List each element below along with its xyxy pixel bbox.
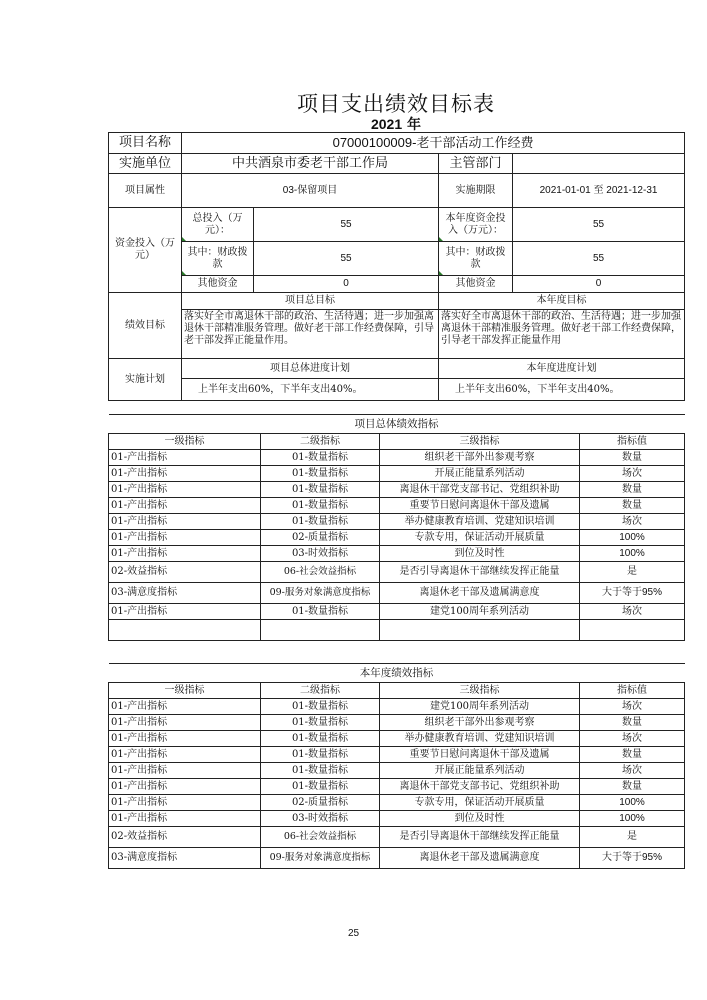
value-cell: 数量 [580,498,685,514]
other-label: 其他资金 [182,276,254,293]
level2-cell: 06-社会效益指标 [261,827,380,848]
level3-cell: 是否引导离退休干部继续发挥正能量 [380,827,580,848]
year-fiscal-label: 其中：财政拨款 [439,242,513,276]
table-title: 项目支出绩效目标表 [297,92,495,116]
fiscal-value: 55 [254,242,439,276]
other-value: 0 [254,276,439,293]
level2-cell: 03-时效指标 [261,546,380,562]
table-row [109,731,685,747]
fiscal-label: 其中：财政拨款 [182,242,254,276]
total-label: 总投入（万元）： [182,208,254,242]
total-indicators-table [108,414,685,641]
level3-cell: 离退休干部党支部书记、党组织补助 [380,779,580,795]
level3-cell: 是否引导离退休干部继续发挥正能量 [380,562,580,583]
table-row [109,715,685,731]
goal-total-text: 落实好全市离退休干部的政治、生活待遇；进一步加强离退休干部精准服务管理。做好老干部工作经费保障，引导老干部发挥正能量作用。 [182,310,439,359]
level3-cell: 开展正能量系列活动 [380,763,580,779]
year-other-label: 其他资金 [439,276,513,293]
level1-cell: 01-产出指标 [109,811,261,827]
level3-cell: 离退休老干部及遗属满意度 [380,583,580,604]
total-value: 55 [254,208,439,242]
project-info-table [108,132,685,401]
level1-cell: 01-产出指标 [109,715,261,731]
year-total-label: 本年度资金投入（万元）： [439,208,513,242]
table-row [109,848,685,869]
header-level1: 一级指标 [109,683,261,699]
level2-cell: 03-时效指标 [261,811,380,827]
level3-cell: 重要节日慰问离退休干部及遗属 [380,498,580,514]
table-row [109,498,685,514]
value-cell: 100% [580,530,685,546]
level1-cell: 01-产出指标 [109,795,261,811]
table-row [109,583,685,604]
dept-value [513,154,685,174]
plan-label: 实施计划 [109,359,182,401]
year-total-value: 55 [513,208,685,242]
level2-cell: 01-数量指标 [261,466,380,482]
value-cell: 场次 [580,763,685,779]
level2-cell: 01-数量指标 [261,482,380,498]
table-row [109,450,685,466]
year-indicators-table [108,663,685,869]
table-row [109,699,685,715]
goal-label: 绩效目标 [109,293,182,359]
value-cell: 场次 [580,514,685,530]
table-row [109,763,685,779]
header-level3: 三级指标 [380,683,580,699]
value-cell: 是 [580,562,685,583]
level3-cell: 重要节日慰问离退休干部及遗属 [380,747,580,763]
level1-cell: 01-产出指标 [109,747,261,763]
level3-cell: 到位及时性 [380,546,580,562]
level1-cell: 01-产出指标 [109,604,261,620]
level3-cell: 建党100周年系列活动 [380,699,580,715]
level2-cell: 06-社会效益指标 [261,562,380,583]
level3-cell: 组织老干部外出参观考察 [380,715,580,731]
level2-cell: 01-数量指标 [261,731,380,747]
table-row [109,482,685,498]
header-level2: 二级指标 [261,683,380,699]
year-heading [109,116,683,132]
value-cell: 大于等于95% [580,848,685,869]
value-cell: 100% [580,795,685,811]
level3-cell: 举办健康教育培训、党建知识培训 [380,731,580,747]
value-cell: 数量 [580,779,685,795]
level3-cell: 到位及时性 [380,811,580,827]
value-cell: 数量 [580,450,685,466]
period-label: 实施期限 [439,174,513,208]
blank-row [109,620,685,641]
header-value: 指标值 [580,683,685,699]
table-row [109,546,685,562]
plan-total-head: 项目总体进度计划 [182,359,439,379]
level1-cell: 01-产出指标 [109,514,261,530]
value-cell: 100% [580,811,685,827]
plan-year-head: 本年度进度计划 [439,359,685,379]
level1-cell: 01-产出指标 [109,699,261,715]
level1-cell: 01-产出指标 [109,482,261,498]
year-indicators-caption: 本年度绩效指标 [109,664,685,683]
total-indicators-caption: 项目总体绩效指标 [109,415,685,434]
plan-total-text: 上半年支出60%，下半年支出40%。 [182,379,439,401]
goal-year-head: 本年度目标 [439,293,685,310]
page-number: 25 [347,928,360,939]
table-row [109,562,685,583]
value-cell: 场次 [580,466,685,482]
level1-cell: 01-产出指标 [109,450,261,466]
table-row [109,827,685,848]
level1-cell: 03-满意度指标 [109,848,261,869]
level1-cell: 03-满意度指标 [109,583,261,604]
value-cell: 是 [580,827,685,848]
period-value: 2021-01-01 至 2021-12-31 [513,174,685,208]
year-other-value: 0 [513,276,685,293]
value-cell: 场次 [580,604,685,620]
value-cell: 100% [580,546,685,562]
value-cell: 场次 [580,731,685,747]
plan-year-text: 上半年支出60%，下半年支出40%。 [439,379,685,401]
table-row [109,811,685,827]
level1-cell: 01-产出指标 [109,779,261,795]
level3-cell: 组织老干部外出参观考察 [380,450,580,466]
level2-cell: 09-服务对象满意度指标 [261,848,380,869]
level2-cell: 02-质量指标 [261,795,380,811]
value-cell: 大于等于95% [580,583,685,604]
level3-cell: 开展正能量系列活动 [380,466,580,482]
level2-cell: 01-数量指标 [261,763,380,779]
level2-cell: 01-数量指标 [261,498,380,514]
level2-cell: 01-数量指标 [261,450,380,466]
goal-total-head: 项目总目标 [182,293,439,310]
level2-cell: 01-数量指标 [261,715,380,731]
table-row [109,514,685,530]
level1-cell: 01-产出指标 [109,546,261,562]
table-row [109,747,685,763]
level2-cell: 01-数量指标 [261,747,380,763]
header-level2: 二级指标 [261,434,380,450]
project-name: 07000100009-老干部活动工作经费 [182,133,685,154]
header-value: 指标值 [580,434,685,450]
level1-cell: 01-产出指标 [109,530,261,546]
level3-cell: 专款专用，保证活动开展质量 [380,795,580,811]
level2-cell: 01-数量指标 [261,604,380,620]
level1-cell: 02-效益指标 [109,827,261,848]
level1-cell: 01-产出指标 [109,466,261,482]
table-row [109,604,685,620]
unit-value: 中共酒泉市委老干部工作局 [182,154,439,174]
level2-cell: 01-数量指标 [261,699,380,715]
level1-cell: 02-效益指标 [109,562,261,583]
level1-cell: 01-产出指标 [109,763,261,779]
value-cell: 数量 [580,482,685,498]
year-fiscal-value: 55 [513,242,685,276]
year-suffix: 年 [402,117,422,133]
level3-cell: 专款专用，保证活动开展质量 [380,530,580,546]
table-row [109,779,685,795]
dept-label: 主管部门 [439,154,513,174]
level1-cell: 01-产出指标 [109,498,261,514]
header-level1: 一级指标 [109,434,261,450]
goal-year-text: 落实好全市离退休干部的政治、生活待遇；进一步加强离退休干部精准服务管理。做好老干部工作经费保障，引导老干部发挥正能量作用 [439,310,685,359]
table-row [109,466,685,482]
header-level3: 三级指标 [380,434,580,450]
level3-cell: 离退休干部党支部书记、党组织补助 [380,482,580,498]
project-name-label: 项目名称 [109,133,182,154]
attr-value: 03-保留项目 [182,174,439,208]
unit-label: 实施单位 [109,154,182,174]
attr-label: 项目属性 [109,174,182,208]
table-row [109,795,685,811]
level2-cell: 01-数量指标 [261,514,380,530]
value-cell: 场次 [580,699,685,715]
level1-cell: 01-产出指标 [109,731,261,747]
funds-label: 资金投入（万元） [109,208,182,293]
level3-cell: 建党100周年系列活动 [380,604,580,620]
value-cell: 数量 [580,715,685,731]
value-cell: 数量 [580,747,685,763]
level2-cell: 02-质量指标 [261,530,380,546]
level3-cell: 举办健康教育培训、党建知识培训 [380,514,580,530]
level2-cell: 01-数量指标 [261,779,380,795]
table-row [109,530,685,546]
year-number: 2021 [370,116,403,132]
level3-cell: 离退休老干部及遗属满意度 [380,848,580,869]
level2-cell: 09-服务对象满意度指标 [261,583,380,604]
